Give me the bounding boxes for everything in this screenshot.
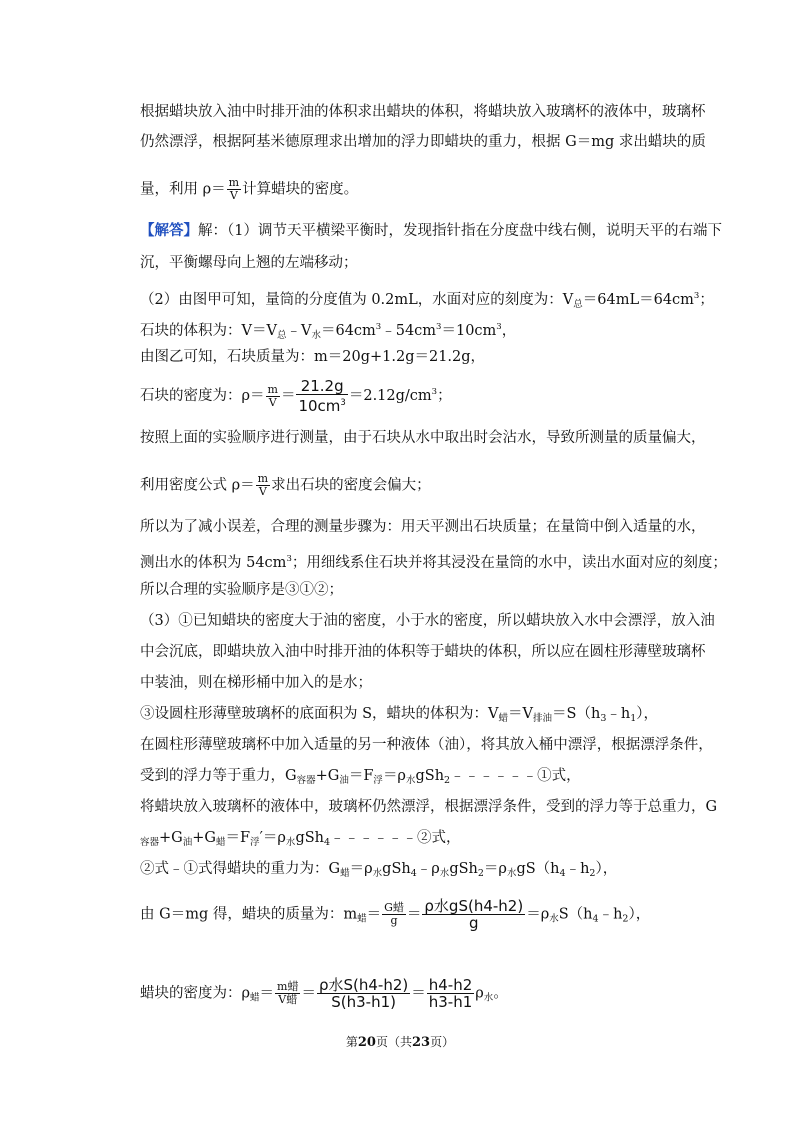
subscript: 容器 — [296, 775, 316, 786]
text-line — [140, 860, 617, 883]
subscript: 水 — [405, 775, 416, 786]
text-segment: ﹣V — [286, 323, 312, 339]
fraction-denominator: h3-h1 — [428, 993, 473, 1011]
text-line — [140, 705, 658, 728]
text-segment: 计算蜡块的密度。 — [242, 181, 359, 198]
text-segment: gSh — [295, 830, 324, 846]
text-segment: 利用密度公式 ρ＝ — [140, 477, 255, 494]
text-segment: ＝ — [406, 906, 422, 923]
text-line — [140, 898, 650, 931]
text-segment: 蜡块的密度为：ρ — [140, 985, 251, 1002]
superscript: 3 — [496, 322, 502, 332]
subscript: 蜡 — [216, 837, 226, 848]
subscript: 油 — [339, 775, 349, 786]
text-segment: ﹣﹣﹣﹣﹣﹣②式， — [330, 830, 461, 846]
subscript: 水 — [483, 992, 494, 1004]
answer-tag: 【解答】 — [140, 222, 198, 239]
height-ratio-fraction — [427, 977, 475, 1010]
text-line — [140, 177, 358, 202]
subscript: 蜡 — [498, 713, 509, 724]
superscript: 3 — [286, 554, 292, 564]
text-line: 由图乙可知，石块质量为：m＝20g+1.2g＝21.2g， — [140, 349, 486, 365]
footer-text: 页（共 — [375, 1035, 412, 1049]
text-segment: ＝ρ — [382, 768, 406, 784]
text-segment: 由 G＝mg 得，蜡块的质量为：m — [140, 906, 358, 923]
text-line: 沉，平衡螺母向上翘的左端移动； — [140, 255, 358, 271]
text-segment: ；用细线系住石块并将其浸没在量筒的水中，读出水面对应的刻度； — [291, 555, 727, 571]
fraction-denominator: S(h3-h1) — [331, 993, 396, 1011]
text-segment: ； — [699, 292, 714, 308]
text-segment: ′＝ρ — [259, 830, 286, 846]
text-line — [140, 977, 508, 1010]
subscript: 水 — [372, 868, 383, 879]
fraction-denominator: V — [268, 395, 277, 409]
subscript: 1 — [630, 713, 637, 724]
subscript: 4 — [324, 837, 331, 848]
superscript: 3 — [693, 291, 700, 301]
density-fraction — [266, 384, 280, 409]
footer-text: 页） — [430, 1035, 455, 1049]
text-segment: 10cm — [298, 397, 341, 415]
subscript: 浮 — [250, 837, 260, 848]
text-segment: ＝F — [225, 830, 251, 846]
fraction-denominator: V蜡 — [278, 993, 298, 1006]
superscript: 3 — [340, 398, 346, 408]
text-segment: 。 — [493, 985, 508, 1002]
subscript: 浮 — [373, 775, 383, 786]
text-line — [140, 767, 581, 790]
footer-text: 第 — [345, 1035, 358, 1049]
subscript: 总 — [573, 299, 583, 310]
text-segment: （2）由图甲可知，量筒的分度值为 0.2mL，水面对应的刻度为：V — [140, 292, 574, 308]
text-segment: ＝64cm — [320, 323, 376, 339]
text-segment: 量，利用 ρ＝ — [140, 181, 226, 198]
text-segment: ②式﹣①式得蜡块的重力为：G — [140, 861, 341, 877]
text-segment: ﹣h — [565, 861, 590, 877]
text-segment: 石块的体积为：V＝V — [140, 323, 277, 339]
text-segment: ﹣h — [598, 906, 623, 923]
text-line: 根据蜡块放入油中时排开油的体积求出蜡块的体积，将蜡块放入玻璃杯的液体中，玻璃杯 — [140, 104, 706, 120]
subscript: 4 — [592, 913, 599, 925]
text-segment: +G — [315, 768, 340, 784]
subscript: 水 — [506, 868, 517, 879]
text-segment: ＝ — [411, 985, 426, 1002]
text-line — [140, 287, 714, 314]
text-segment: ）， — [636, 706, 658, 722]
fraction-denominator: V — [258, 485, 267, 498]
fraction-denominator — [296, 395, 347, 414]
subscript: 蜡 — [250, 992, 260, 1004]
text-line — [140, 473, 431, 498]
text-segment: ﹣﹣﹣﹣﹣﹣①式， — [450, 768, 581, 784]
text-segment: S（h — [558, 906, 593, 923]
text-segment: ＝ — [301, 985, 316, 1002]
fraction-denominator: g — [390, 914, 398, 927]
fraction-numerator: m — [267, 382, 278, 396]
subscript: 2 — [622, 913, 629, 925]
text-segment: ＝ρ — [526, 906, 550, 923]
fraction-numerator: ρ水gS(h4-h2) — [424, 897, 524, 915]
text-segment: gS（h — [516, 861, 560, 877]
text-segment: ＝ — [259, 985, 275, 1002]
subscript: 2 — [477, 868, 484, 879]
text-segment: 测出水的体积为 54cm — [140, 555, 287, 571]
subscript: 水 — [439, 868, 450, 879]
text-segment: 解：（1）调节天平横梁平衡时，发现指针指在分度盘中线右侧，说明天平的右端下 — [198, 223, 722, 239]
text-segment: ＝ — [366, 906, 382, 923]
fraction-denominator: g — [469, 914, 479, 932]
text-segment: ＝V — [508, 706, 534, 722]
text-line: 按照上面的实验顺序进行测量，由于石块从水中取出时会沾水，导致所测量的质量偏大， — [140, 430, 706, 446]
text-segment: ）， — [595, 861, 618, 877]
density-fraction — [256, 473, 270, 498]
current-page-number: 20 — [357, 1035, 376, 1050]
subscript: 油 — [182, 837, 193, 848]
text-segment: gSh — [449, 861, 478, 877]
text-line: （3）①已知蜡块的密度大于油的密度，小于水的密度，所以蜡块放入水中会漂浮，放入油 — [140, 613, 715, 629]
text-segment: gSh — [382, 861, 411, 877]
subscript: 4 — [559, 868, 566, 879]
density-expression-fraction — [317, 977, 410, 1010]
fraction-numerator: G蜡 — [384, 901, 404, 914]
subscript: 水 — [311, 330, 321, 341]
text-line — [140, 318, 516, 345]
fraction-numerator: m — [228, 176, 240, 189]
superscript: 3 — [375, 322, 382, 332]
text-line: 仍然漂浮，根据阿基米德原理求出增加的浮力即蜡块的重力，根据 G＝mg 求出蜡块的质 — [140, 134, 706, 150]
text-line — [140, 829, 461, 852]
text-line — [140, 550, 727, 572]
fraction-numerator: m蜡 — [277, 980, 299, 993]
text-segment: ； — [437, 388, 452, 404]
answer-line — [140, 222, 722, 240]
text-segment: ＝2.12g/cm — [348, 388, 432, 404]
subscript: 2 — [444, 775, 451, 786]
text-segment: ）， — [628, 906, 651, 923]
text-segment: ＝S（h — [552, 706, 601, 722]
text-segment: ＝64mL＝64cm — [582, 292, 694, 308]
text-segment: 求出石块的密度会偏大； — [271, 477, 431, 494]
text-line: 所以为了减小误差，合理的测量步骤为：用天平测出石块质量；在量筒中倒入适量的水， — [140, 519, 706, 535]
text-segment: +G — [159, 830, 183, 846]
fraction-numerator: 21.2g — [296, 378, 347, 395]
density-fraction — [227, 177, 241, 202]
text-segment: ③设圆柱形薄壁玻璃杯的底面积为 S，蜡块的体积为：V — [140, 706, 499, 722]
text-segment: 受到的浮力等于重力，G — [140, 768, 297, 784]
subscript: 水 — [549, 913, 559, 925]
text-segment: ＝ρ — [483, 861, 507, 877]
text-line: 中装油，则在梯形桶中加入的是水； — [140, 675, 372, 691]
subscript: 4 — [410, 868, 417, 879]
superscript: 3 — [436, 322, 442, 332]
value-fraction — [296, 378, 347, 414]
subscript: 排油 — [533, 713, 553, 724]
text-line — [140, 378, 452, 414]
superscript: 3 — [431, 387, 438, 397]
fraction-denominator: V — [229, 189, 238, 202]
subscript: 3 — [600, 713, 607, 724]
text-line: 在圆柱形薄壁玻璃杯中加入适量的另一种液体（油），将其放入桶中漂浮，根据漂浮条件， — [140, 737, 713, 753]
subscript: 总 — [276, 330, 287, 341]
text-line: 所以合理的实验顺序是③①②； — [140, 582, 343, 598]
subscript: 水 — [285, 837, 296, 848]
mass-fraction — [382, 902, 406, 927]
fraction-numerator: m — [257, 472, 269, 485]
text-segment: ﹣54cm — [381, 323, 437, 339]
subscript: 蜡 — [357, 913, 367, 925]
text-line: 将蜡块放入玻璃杯的液体中，玻璃杯仍然漂浮，根据漂浮条件，受到的浮力等于总重力，G — [140, 799, 718, 815]
subscript: 蜡 — [340, 868, 350, 879]
text-segment: ρ — [475, 985, 484, 1002]
subscript: 容器 — [140, 837, 160, 848]
text-segment: 石块的密度为：ρ＝ — [140, 388, 265, 404]
text-segment: ＝ρ — [349, 861, 373, 877]
text-segment: ＝10cm — [441, 323, 497, 339]
text-segment: ， — [501, 323, 517, 339]
mass-expression-fraction — [422, 898, 525, 931]
text-line: 中会沉底，即蜡块放入油中时排开油的体积等于蜡块的体积，所以应在圆柱形薄壁玻璃杯 — [140, 644, 706, 660]
total-page-count: 23 — [412, 1035, 431, 1050]
text-segment: ＝F — [348, 768, 374, 784]
fraction-numerator: ρ水S(h4-h2) — [318, 976, 409, 994]
text-segment: ＝ — [280, 388, 296, 404]
text-segment: +G — [192, 830, 216, 846]
fraction-numerator: h4-h2 — [428, 976, 473, 994]
text-segment: ﹣ρ — [416, 861, 440, 877]
subscript: 2 — [589, 868, 596, 879]
page-footer — [0, 1033, 800, 1050]
text-segment: gSh — [415, 768, 445, 784]
density-fraction — [275, 981, 300, 1006]
text-segment: ﹣h — [606, 706, 631, 722]
